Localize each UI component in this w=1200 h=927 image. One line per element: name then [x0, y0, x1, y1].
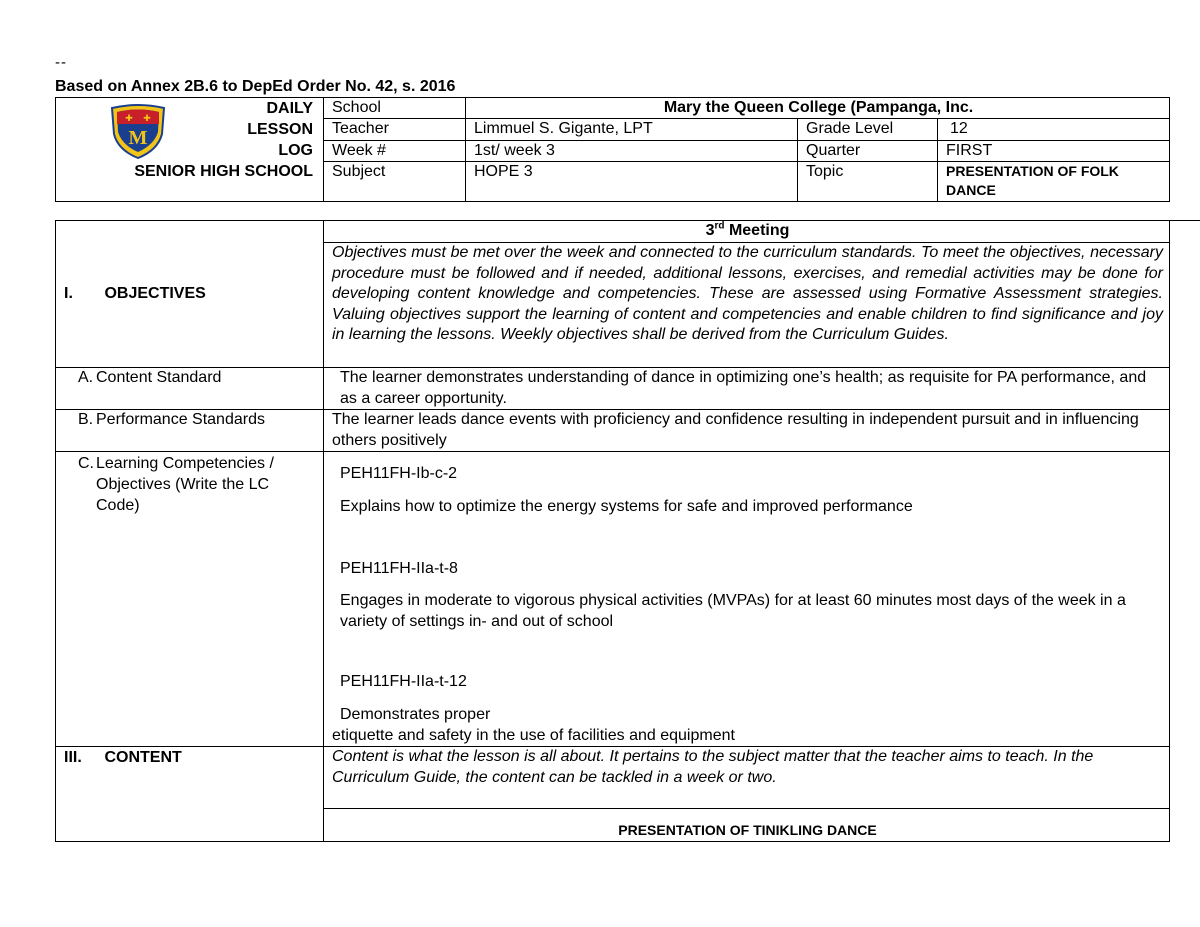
week-label: Week # — [324, 140, 466, 161]
content-standard-value: The learner demonstrates understanding of dance in optimizing one’s health; as requisite for PA performance, and as a career opportunity. — [324, 368, 1170, 410]
quarter-label: Quarter — [798, 140, 938, 161]
lc-code-3: PEH11FH-IIa-t-12 — [340, 673, 467, 691]
lc-code-1: PEH11FH-Ib-c-2 — [340, 465, 458, 483]
performance-standards-label: B. Performance Standards — [56, 410, 324, 452]
lc-code-2: PEH11FH-IIa-t-8 — [340, 559, 458, 577]
objectives-number: I. — [64, 284, 73, 302]
logo-letter: M — [128, 127, 148, 149]
lesson-log-table — [55, 220, 1170, 842]
table-extension-line — [1165, 220, 1200, 221]
lc-text-3: Demonstrates proper — [340, 705, 491, 723]
meeting-header: 3rd Meeting — [324, 221, 1170, 243]
school-label: School — [324, 98, 466, 119]
performance-standards-value: The learner leads dance events with proficiency and confidence resulting in independent pursuit and in influencing others positively — [324, 410, 1170, 452]
quarter-value: FIRST — [938, 140, 1170, 161]
content-title: PRESENTATION OF TINIKLING DANCE — [324, 809, 1170, 842]
header-dash: -- — [55, 54, 67, 71]
topic-label: Topic — [798, 162, 938, 202]
grade-value: 12 — [938, 119, 1170, 140]
teacher-label: Teacher — [324, 119, 466, 140]
content-standard-label: A. Content Standard — [56, 368, 324, 410]
learning-competencies-list — [324, 452, 1170, 747]
objectives-description: Objectives must be met over the week and connected to the curriculum standards. To meet the objectives, necessary procedure must be followed and if needed, additional lessons, exercises, and remedial activities may be done for developing content knowledge and competencies. These are assessed using Formative Assessment strategies. Valuing objectives support the learning of content and competencies and enable children to find significance and joy in learning the lessons. Weekly objectives shall be derived from the Curriculum Guides. — [324, 243, 1170, 368]
school-value: Mary the Queen College (Pampanga, Inc. — [466, 98, 1170, 119]
topic-value: PRESENTATION OF FOLK DANCE — [938, 162, 1170, 202]
week-value: 1st/ week 3 — [466, 140, 798, 161]
header-table — [55, 97, 1170, 202]
content-description: Content is what the lesson is all about. It pertains to the subject matter that the teacher aims to teach. In the Curriculum Guide, the content can be tackled in a week or two. — [324, 747, 1170, 809]
teacher-value: Limmuel S. Gigante, LPT — [466, 119, 798, 140]
annex-reference: Based on Annex 2B.6 to DepEd Order No. 42, s. 2016 — [55, 78, 456, 95]
svg-text:✚: ✚ — [125, 113, 133, 123]
lc-text-3b: etiquette and safety in the use of facilities and equipment — [332, 726, 735, 744]
grade-label: Grade Level — [798, 119, 938, 140]
lc-text-1: Explains how to optimize the energy systems for safe and improved performance — [340, 497, 913, 515]
content-label: CONTENT — [104, 749, 182, 767]
content-label-cell: III. CONTENT — [56, 747, 324, 842]
learning-competencies-label: C. Learning Competencies / Objectives (Write the LC Code) — [56, 452, 324, 747]
objectives-label: OBJECTIVES — [104, 284, 206, 302]
dll-title: DAILY LESSON LOG SENIOR HIGH SCHOOL — [134, 100, 313, 180]
lc-text-2: Engages in moderate to vigorous physical activities (MVPAs) for at least 60 minutes most days of the week in a variety of settings in- and out of school — [340, 592, 1126, 630]
svg-text:✚: ✚ — [143, 113, 151, 123]
logo-cell — [56, 98, 324, 202]
subject-value: HOPE 3 — [466, 162, 798, 202]
objectives-label-cell — [56, 221, 324, 368]
subject-label: Subject — [324, 162, 466, 202]
